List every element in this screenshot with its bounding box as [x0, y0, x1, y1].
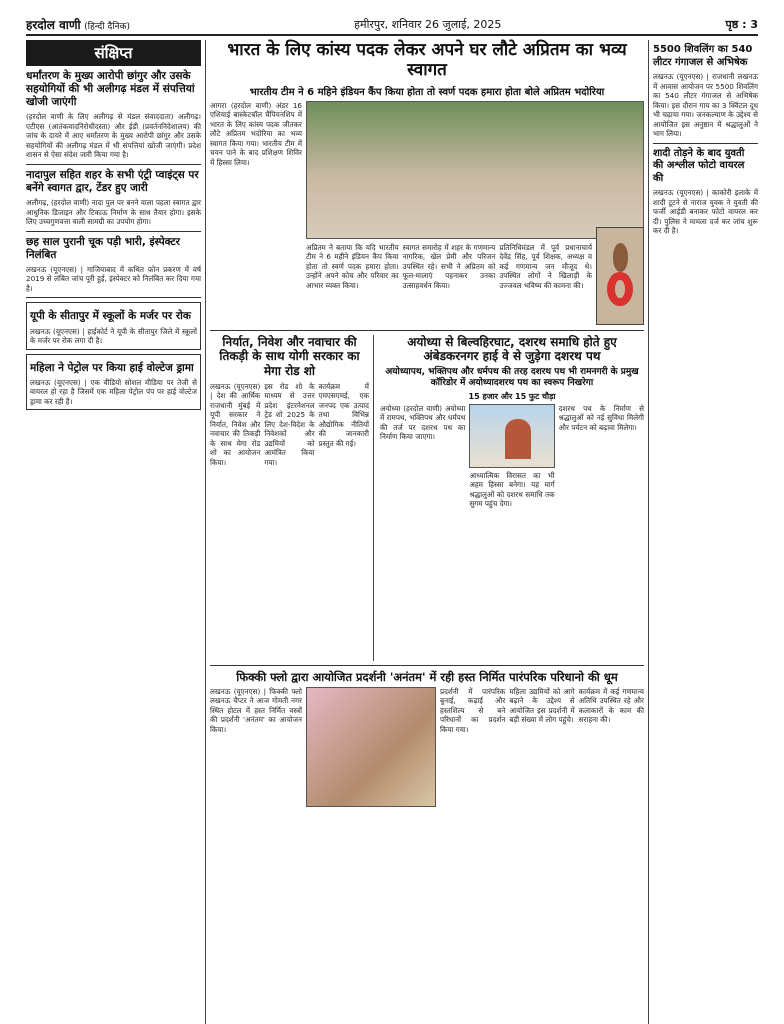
dashrath-headline: अयोध्या से बिल्वहिरघाट, दशरथ समाधि होते हुए अंबेडकरनगर हाई वे से जुड़ेगा दशरथ पथ — [407, 334, 617, 364]
roadshow-column-text: लखनऊ (यूएनएस) | देश की आर्थिक राजधानी मुंबई में यूपी सरकार ने निर्यात, निवेश और नवाचार की तिकड़ी के साथ मेगा रोड शो का आयोजन किया। — [210, 381, 261, 467]
athlete-head — [613, 243, 629, 272]
brief-text: अलीगढ़, (हरदोल वाणी) नादा पुल पर बनने वाला पहला स्वागत द्वार आधुनिक डिजाइन और टिकाऊ निर्माण के साथ तैयार होगा। इसके लिए उच्चगुणवत्ता वाली सामग्री का उपयोग होगा। — [26, 198, 201, 227]
lead-column-text: स्वागत समारोह में शहर के गणमान्य नागरिक, खेल प्रेमी और परिजन उपस्थित रहे। सभी ने अप्रितम को फूल-मालाएं पहनाकर उनका उत्साहवर्धन किया। — [402, 242, 496, 290]
exhibition-headline: फिक्की फ्लो द्वारा आयोजित प्रदर्शनी 'अनंतम' में रही हस्त निर्मित पारंपरिक परिधानो की धूम — [236, 669, 618, 684]
brief-headline: महिला ने पेट्रोल पर किया हाई वोल्टेज ड्रामा — [30, 361, 194, 374]
dashrath-note: 15 हजार और 15 फुट चौड़ा — [468, 391, 556, 401]
middle-stories — [210, 335, 644, 661]
roadshow-headline: निर्यात, निवेश और नवाचार की तिकड़ी के साथ योगी सरकार का मेगा रोड शो — [219, 334, 360, 379]
lead-photo-wrap — [306, 101, 644, 326]
divider — [210, 665, 644, 666]
brief-text: लखनऊ (यूएनएस) | एक वीडियो सोशल मीडिया पर तेजी से वायरल हो रहा है जिसमें एक महिला पेट्रोल पंप पर हाई वोल्टेज ड्रामा कर रही है। — [30, 377, 197, 406]
masthead-brand: हरदोल वाणी — [26, 17, 81, 32]
masthead-date: हमीरपुर, शनिवार 26 जुलाई, 2025 — [354, 17, 502, 31]
brief-text: लखनऊ (यूएनएस) | गाजियाबाद में कथित फ़ोन प्रकरण में वर्ष 2019 से लंबित जांच पूरी हुई, इंस्पेक्टर को निलंबित कर दिया गया है। — [26, 264, 201, 293]
exhibition-photo — [306, 687, 436, 807]
divider — [26, 231, 201, 232]
dashrath-columns — [380, 404, 644, 509]
dashrath-subhead: अयोध्यापथ, भक्तिपथ और धर्मपथ की तरह दशरथ पथ भी रामनगरी के प्रमुख कॉरिडोर में अयोध्यादशरथ पथ का स्वरूप निखरेगा — [385, 367, 639, 389]
exhibition-column-text: लखनऊ (यूएनएस) | फिक्की फ्लो लखनऊ चैप्टर ने आज गोमती नगर स्थित होटल में हस्त निर्मित वस्त्रों की प्रदर्शनी 'अनंतम' का आयोजन किया। — [210, 686, 302, 734]
team-welcome-photo — [306, 101, 644, 239]
brief-item — [26, 354, 201, 411]
masthead-brand-sub: (हिन्दी दैनिक) — [84, 21, 131, 32]
brief-headline: यूपी के सीतापुर में स्कूलों के मर्जर पर रोक — [30, 310, 191, 323]
masthead-page-number: पृष्ठ : 3 — [725, 17, 758, 31]
temple-photo — [469, 404, 554, 468]
exhibition-column-text: महिला उद्यमियों को आगे बढ़ाने के उद्देश्य से आयोजित इस प्रदर्शनी में बड़ी संख्या में लोग पहुंचे। — [509, 686, 575, 725]
lead-text-columns — [306, 243, 592, 291]
exhibition-column-text: प्रदर्शनी में पारंपरिक बुनाई, कढ़ाई और हस्तशिल्प से बने परिधानों का प्रदर्शन किया गया। — [440, 686, 506, 734]
dashrath-path-story — [380, 335, 644, 661]
masthead-brand-group — [26, 16, 130, 33]
lead-column-text: अप्रितम ने बताया कि यदि भारतीय टीम ने 6 महीने इंडियन कैंप किया होता तो स्वर्ण पदक हमारा होता। उन्होंने अपने कोच और परिवार का आभार व्यक्त किया। — [306, 242, 399, 290]
roadshow-columns — [210, 382, 369, 468]
divider — [653, 143, 758, 144]
dashrath-media-column — [469, 404, 554, 509]
brief-item — [26, 70, 201, 160]
main-news-area — [210, 40, 644, 807]
brief-item — [26, 302, 201, 349]
dashrath-column-text: आध्यात्मिक विरासत का भी अहम हिस्सा बनेगा। यह मार्ग श्रद्धालुओं को दशरथ समाधि तक सुगम पहुंच देगा। — [469, 470, 555, 509]
brief-text: लखनऊ (यूएनएस) | हाईकोर्ट ने यूपी के सीतापुर जिले में स्कूलों के मर्जर पर रोक लगा दी है। — [30, 326, 197, 345]
brief-item — [26, 169, 201, 227]
left-brief-column — [26, 40, 206, 1024]
lead-story-block — [210, 101, 644, 326]
divider — [26, 297, 201, 298]
athlete-portrait-photo — [596, 227, 644, 325]
viral-photo-headline: शादी तोड़ने के बाद युवती की अश्लील फोटो वायरल की — [653, 147, 745, 184]
exhibition-body — [210, 687, 644, 807]
viral-photo-text: लखनऊ (यूएनएस) | काकोरी इलाके में शादी टूटने से नाराज युवक ने युवती की फर्जी आईडी बनाकर फोटो वायरल कर दी। पुलिस ने मामला दर्ज कर जांच शुरू कर दी है। — [653, 188, 758, 235]
abhishek-text: लखनऊ (यूएनएस) | राजधानी लखनऊ में आवास आयोजन पर 5500 शिवलिंग का 540 लीटर गंगाजल से अभिषेक किया। इस दौरान गाय का 3 क्विंटल दूध भी चढ़ाया गया। जनकल्याण के उद्देश्य से आयोजित इस अनुष्ठान में श्रद्धालुओं ने भाग लिया। — [653, 72, 758, 138]
right-news-column — [648, 40, 758, 1024]
abhishek-headline: 5500 शिवलिंग का 540 लीटर गंगाजल से अभिषेक — [653, 44, 753, 68]
lead-subhead: भारतीय टीम ने 6 महिने इंडियन कैंप किया होता तो स्वर्ण पदक हमारा होता बोले अप्रितम भदोरिया — [249, 86, 605, 98]
brief-headline: धर्मांतरण के मुख्य आरोपी छांगुर और उसके सहयोगियों की भी अलीगढ़ मंडल में संपत्तियां खोजी जाएंगी — [26, 70, 195, 109]
lead-headline: भारत के लिए कांस्य पदक लेकर अपने घर लौटे अप्रितम का भव्य स्वागत — [227, 40, 627, 81]
section-heading-briefs: संक्षिप्त — [26, 40, 201, 66]
roadshow-story — [210, 335, 374, 661]
dashrath-column-text: दशरथ पथ के निर्माण से श्रद्धालुओं को नई सुविधा मिलेगी और पर्यटन को बढ़ावा मिलेगा। — [558, 403, 644, 432]
divider — [26, 164, 201, 165]
masthead — [26, 14, 758, 36]
brief-item — [26, 236, 201, 294]
dashrath-column-text: अयोध्या (हरदोल वाणी) अयोध्या में रामपथ, भक्तिपथ और धर्मपथ की तर्ज पर दशरथ पथ का निर्माण किया जाएगा। — [380, 403, 466, 442]
divider — [210, 330, 644, 331]
exhibition-column-text: कार्यक्रम में कई गणमान्य अतिथि उपस्थित रहे और कलाकारों के काम की सराहना की। — [578, 686, 644, 725]
exhibition-media-column — [306, 687, 436, 807]
lead-column-text: आगरा (हरदोल वाणी) अंडर 16 एशियाई बास्केटबॉल चैंपियनशिप में भारत के लिए कांस्य पदक जीतकर लौटे अप्रितम भदोरिया का भव्य स्वागत किया गया। भारतीय टीम में चयन पाने के बाद प्रशिक्षण शिविर में हिस्सा लिया। — [210, 100, 302, 167]
roadshow-column-text: कार्यक्रम में एमएसएमई, एक जनपद एक उत्पाद तथा विभिन्न औद्योगिक नीतियों की जानकारी प्रस्तुत की गई। — [318, 381, 369, 448]
brief-headline: नादापुल सहित शहर के सभी एंट्री प्वाइंट्स पर बनेंगे स्वागत द्वार, टेंडर हुए जारी — [26, 168, 199, 194]
roadshow-column-text: इस रोड शो के माध्यम से उत्तर प्रदेश इंटरनेशनल ट्रेड शो 2025 के लिए देश-विदेश के निवेशकों और उद्यमियों को आमंत्रित किया गया। — [264, 381, 315, 467]
lead-column-text: प्रतिनिधिमंडल में पूर्व प्रधानाचार्य देवेंद्र सिंह, पूर्व शिक्षक, अध्यक्ष व कई गणमान्य जन मौजूद थे। उपस्थित लोगों ने खिलाड़ी के उज्जवल भविष्य की कामना की। — [499, 242, 593, 290]
brief-headline: छह साल पुरानी चूक पड़ी भारी, इंस्पेक्टर निलंबित — [26, 235, 180, 261]
flower-garland-icon — [607, 272, 633, 307]
brief-text: (हरदोल वाणी के लिए अलीगढ़ से मंडल संवाददाता) अलीगढ़। एटीएस (आतंकवादनिरोधीदस्ता) और ईडी (प्रवर्तननिदेशालय) की जांच के दायरे में आए धर्मांतरण के मुख्य आरोपी छांगुर और उसके सहयोगियों की अलीगढ़ मंडल में भी संपत्तियां खोजी जाएंगी। प्रदेश शासन से ऐसा संदेश जारी किया गया है। — [26, 112, 201, 160]
exhibition-story — [210, 670, 644, 807]
